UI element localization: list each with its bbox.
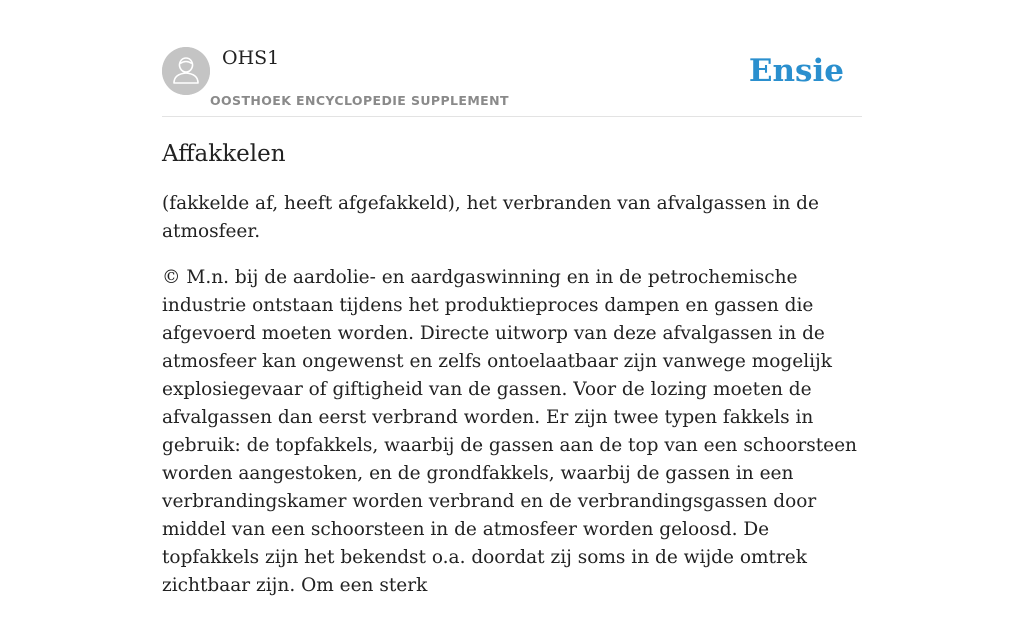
article-title: Affakkelen	[162, 141, 286, 167]
source-name[interactable]: OOSTHOEK ENCYCLOPEDIE SUPPLEMENT	[210, 93, 509, 108]
article-header	[162, 46, 862, 117]
avatar[interactable]	[162, 47, 210, 95]
user-icon	[162, 47, 210, 95]
article-paragraph: (fakkelde af, heeft afgefakkeld), het verbranden van afvalgassen in de atmosfeer.	[162, 193, 819, 242]
brand-logo[interactable]: Ensie	[748, 53, 844, 89]
author-name[interactable]: OHS1	[222, 47, 280, 69]
article-body	[162, 139, 866, 618]
article-paragraph: © M.n. bij de aardolie- en aardgaswinning en in de petrochemische industrie ontstaan tijdens het produktieproces dampen en gassen die afgevoerd moeten worden. Directe uitworp van deze afvalgassen in de atmosfeer kan ongewenst en zelfs ontoelaatbaar zijn vanwege mogelijk explosiegevaar of giftigheid van de gassen. Voor de lozing moeten de afvalgassen dan eerst verbrand worden. Er zijn twee typen fakkels in gebruik: de topfakkels, waarbij de gassen aan de top van een schoorsteen worden aangestoken, en de grondfakkels, waarbij de gassen in een verbrandingskamer worden verbrand en de verbrandingsgassen door middel van een schoorsteen in de atmosfeer worden geloosd. De topfakkels zijn het bekendst o.a. doordat zij soms in de wijde omtrek zichtbaar zijn. Om een sterk	[162, 267, 857, 596]
